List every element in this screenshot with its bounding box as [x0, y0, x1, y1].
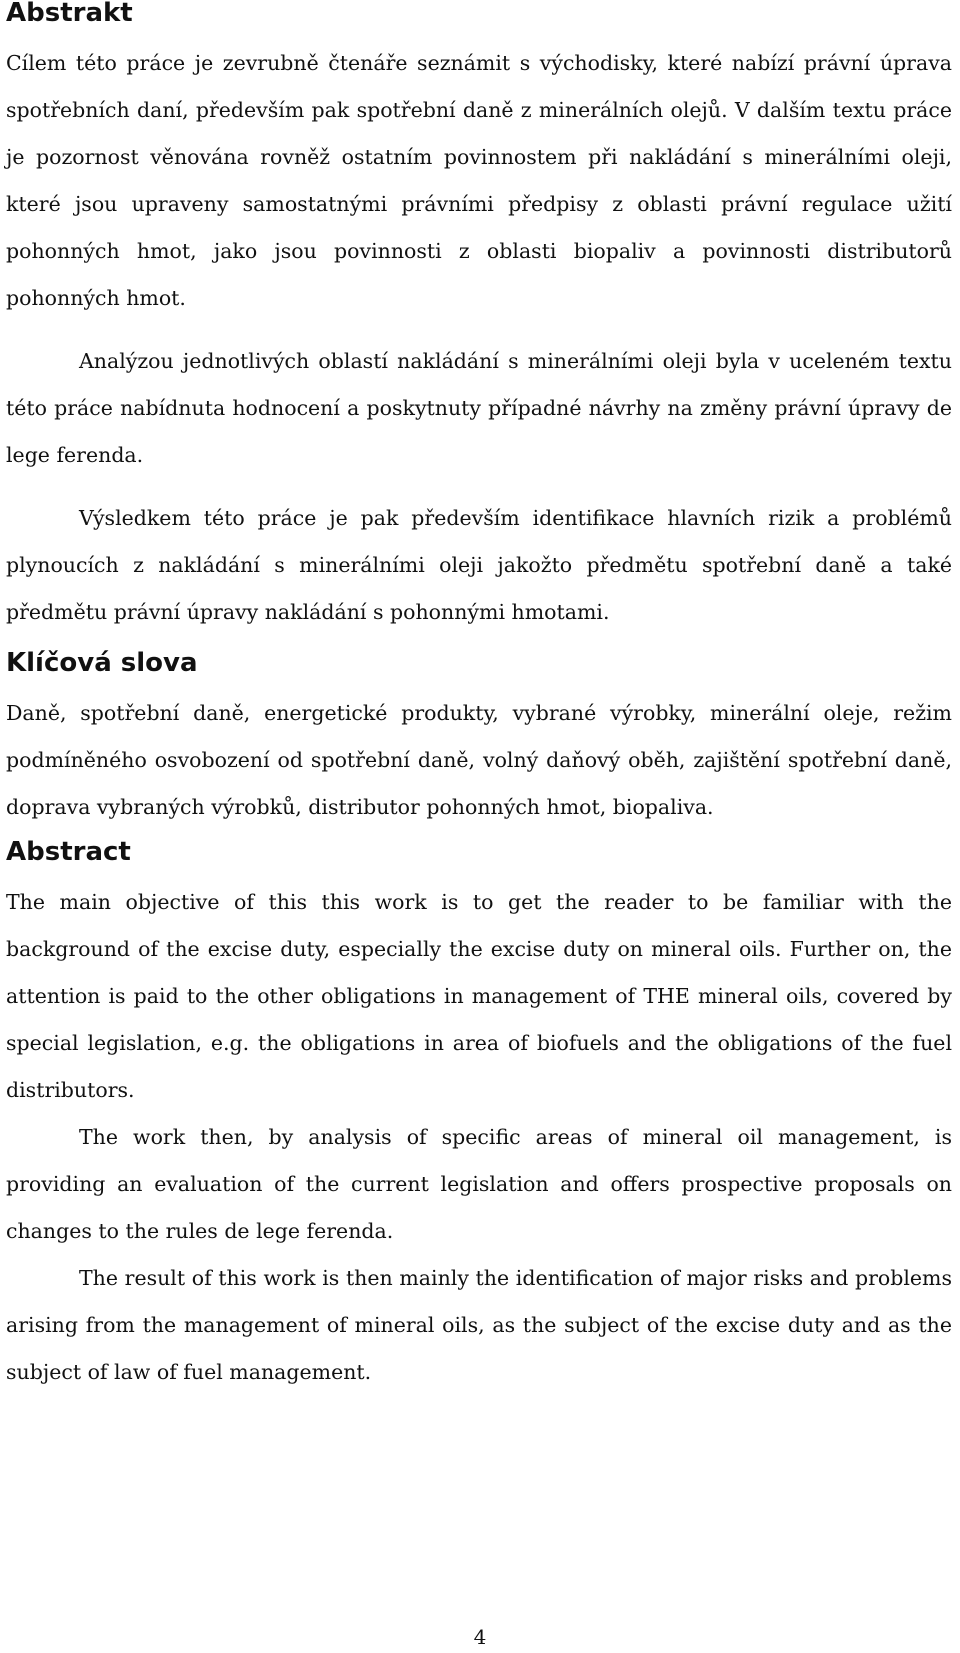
- abstract-heading: Abstract: [6, 837, 131, 867]
- abstract-paragraph-3: The result of this work is then mainly the identification of major risks and problems arising from the management of mineral oils, as the subject of the excise duty and as the subject of law of fuel management.: [6, 1266, 952, 1384]
- document-page: [6, 0, 952, 1396]
- abstrakt-paragraph-1: Cílem této práce je zevrubně čtenáře seznámit s východisky, které nabízí právní úprava spotřebních daní, především pak spotřební daně z minerálních olejů. V dalším textu práce je pozornost věnována rovněž ostatním povinnostem při nakládání s minerálními oleji, které jsou upraveny samostatnými právními předpisy z oblasti právní regulace užití pohonných hmot, jako jsou povinnosti z oblasti biopaliv a povinnosti distributorů pohonných hmot.: [6, 51, 952, 310]
- klicova-slova-heading: Klíčová slova: [6, 648, 198, 678]
- abstrakt-heading: Abstrakt: [6, 0, 133, 28]
- abstrakt-paragraph-2: Analýzou jednotlivých oblastí nakládání s minerálními oleji byla v uceleném textu této práce nabídnuta hodnocení a poskytnuty případné návrhy na změny právní úpravy de lege ferenda.: [6, 349, 952, 467]
- page-number: 4: [473, 1625, 487, 1649]
- abstrakt-paragraph-3: Výsledkem této práce je pak především identifikace hlavních rizik a problémů plynoucích z nakládání s minerálními oleji jakožto předmětu spotřební daně a také předmětu právní úpravy nakládání s pohonnými hmotami.: [6, 506, 952, 624]
- abstract-paragraph-1: The main objective of this this work is to get the reader to be familiar with the background of the excise duty, especially the excise duty on mineral oils. Further on, the attention is paid to the other obligations in management of THE mineral oils, covered by special legislation, e.g. the obligations in area of biofuels and the obligations of the fuel distributors.: [6, 890, 952, 1102]
- klicova-slova-text: Daně, spotřební daně, energetické produkty, vybrané výrobky, minerální oleje, režim podmíněného osvobození od spotřební daně, volný daňový oběh, zajištění spotřební daně, doprava vybraných výrobků, distributor pohonných hmot, biopaliva.: [6, 701, 952, 819]
- abstract-paragraph-2: The work then, by analysis of specific areas of mineral oil management, is providing an evaluation of the current legislation and offers prospective proposals on changes to the rules de lege ferenda.: [6, 1125, 952, 1243]
